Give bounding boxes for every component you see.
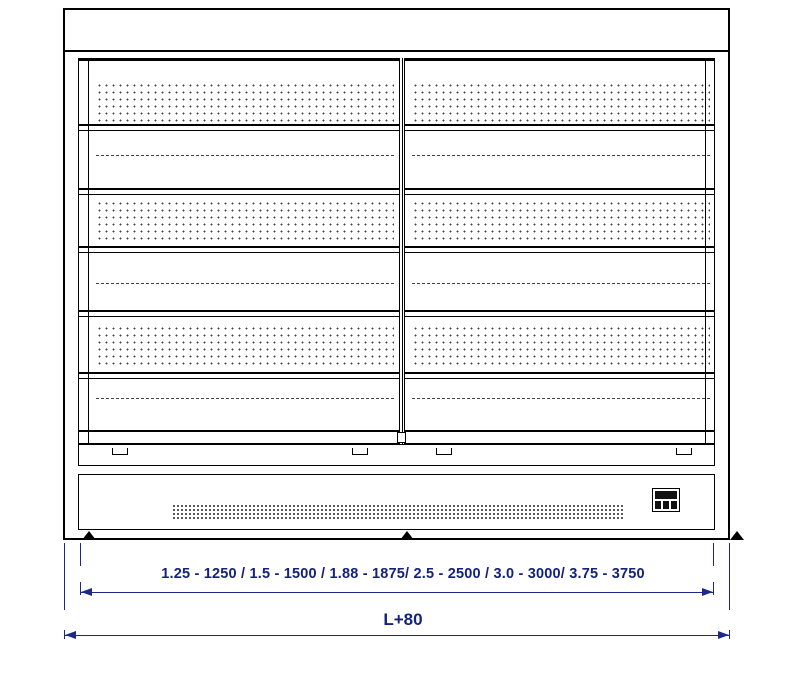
dimension-label-widths	[0, 566, 794, 582]
foot-center	[400, 531, 414, 540]
dimension-arrow-overall-right	[718, 631, 729, 639]
deck-tab-left	[112, 448, 128, 455]
dimension-line-widths	[80, 592, 713, 593]
dimension-arrow-widths-left	[81, 588, 92, 596]
shelf-4-dashed-front-left	[96, 283, 394, 284]
shelf-1-top-rule	[79, 59, 714, 61]
shelf-3-perforated-panel-left	[96, 200, 394, 240]
controller-button-1[interactable]	[655, 501, 661, 509]
controller-display-icon	[655, 491, 677, 499]
base-deck	[78, 444, 715, 466]
dimension-label-widths-text: 1.25 - 1250 / 1.5 - 1500 / 1.88 - 1875/ 2.5 - 2500 / 3.0 - 3000/ 3.75 - 3750	[153, 566, 653, 582]
dimension-label-overall	[0, 610, 794, 630]
shelf-5-bottom-rule	[79, 372, 714, 374]
shelf-5-front-edge	[79, 378, 714, 379]
dimension-arrow-widths-right	[702, 588, 713, 596]
shelf-2-bottom-rule	[79, 188, 714, 190]
canopy-band	[63, 50, 730, 52]
foot-left	[82, 531, 96, 540]
deck-tab-center-right	[436, 448, 452, 455]
controller-button-2[interactable]	[663, 501, 669, 509]
shelf-1-bottom-rule	[79, 124, 714, 126]
shelf-3-perforated-panel-right	[412, 200, 710, 240]
shelf-2-front-edge	[79, 194, 714, 195]
shelf-6-dashed-front-right	[412, 398, 710, 399]
shelf-4-dashed-front-right	[412, 283, 710, 284]
base-ventilation-grille	[172, 504, 625, 520]
shelf-3-bottom-rule	[79, 246, 714, 248]
shelf-2-dashed-front-left	[96, 155, 394, 156]
shelf-5-perforated-panel-right	[412, 325, 710, 365]
dimension-line-overall	[64, 635, 729, 636]
shelf-4-front-edge	[79, 316, 714, 317]
shelf-5-perforated-panel-left	[96, 325, 394, 365]
deck-tab-right	[676, 448, 692, 455]
shelf-4-bottom-rule	[79, 310, 714, 312]
dimension-label-overall-text: L+80	[375, 610, 430, 629]
controller-button-3[interactable]	[671, 501, 677, 509]
shelf-3-front-edge	[79, 252, 714, 253]
base-plinth	[78, 474, 715, 530]
inner-jamb-left	[88, 58, 89, 444]
shelf-1-perforated-panel-right	[412, 82, 710, 122]
controller-buttons[interactable]	[655, 501, 677, 509]
shelf-6-dashed-front-left	[96, 398, 394, 399]
center-mullion-centerline	[402, 58, 403, 444]
shelf-1-perforated-panel-left	[96, 82, 394, 122]
deck-tab-center-left	[352, 448, 368, 455]
shelf-1-front-edge	[79, 130, 714, 131]
foot-right	[730, 531, 744, 540]
center-mullion-latch	[397, 432, 406, 443]
dimension-arrow-overall-left	[65, 631, 76, 639]
shelf-2-dashed-front-right	[412, 155, 710, 156]
